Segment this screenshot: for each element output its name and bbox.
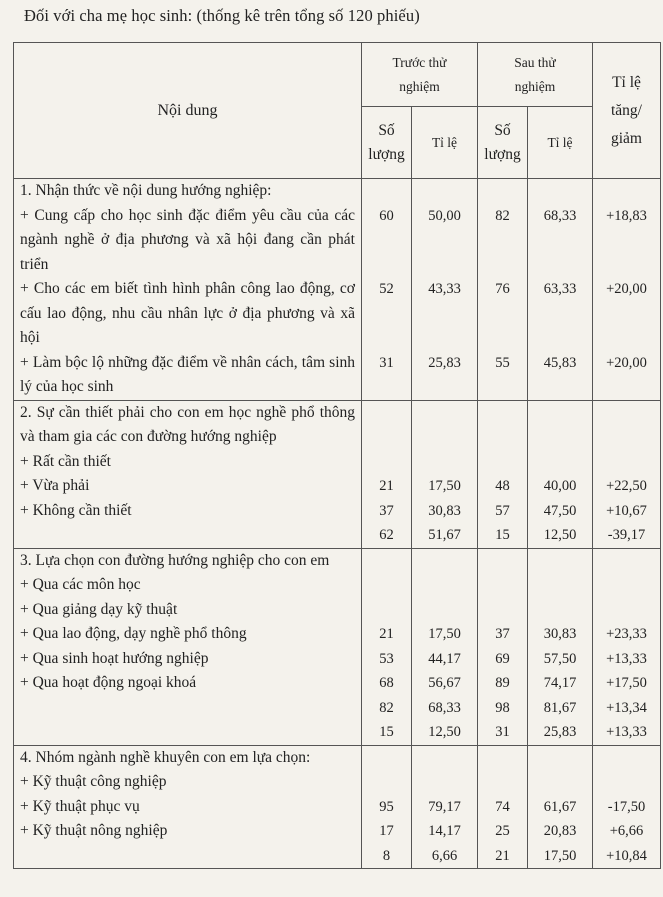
section-title: 4. Nhóm ngành nghề khuyên con em lựa chọn: <box>20 748 311 766</box>
header-content: Nội dung <box>14 43 362 179</box>
cell-value: 89 <box>495 675 510 691</box>
cell-value: -39,17 <box>607 527 646 543</box>
cell-value: +22,50 <box>606 478 647 494</box>
row-label: + Qua sinh hoạt hướng nghiệp <box>20 649 209 667</box>
row-label: + Vừa phải <box>20 477 90 494</box>
row-label: + Kỹ thuật phục vụ <box>20 797 140 815</box>
header-after-rate: Tỉ lệ <box>528 107 593 179</box>
cell-value: 25,83 <box>428 354 461 371</box>
cell-value: 30,83 <box>543 626 577 642</box>
cell-value: +20,00 <box>606 281 647 297</box>
section-title: 2. Sự cần thiết phải cho con em học nghề phổ thông và tham gia các con đường hướng nghiệp <box>20 403 355 445</box>
cell-value: 20,83 <box>543 823 577 839</box>
cell-value: 25,83 <box>543 724 577 740</box>
col-ac <box>478 548 528 745</box>
cell-value: 12,50 <box>428 724 461 740</box>
cell-value: 45,83 <box>543 354 577 371</box>
cell-value: 31 <box>379 354 394 371</box>
col-ac <box>478 745 528 869</box>
cell-value: +6,66 <box>609 823 644 839</box>
col-chg <box>593 179 661 401</box>
cell-value: 17 <box>379 823 394 839</box>
cell-value: +13,33 <box>606 650 647 667</box>
col-chg <box>593 548 661 745</box>
cell-value: +18,83 <box>606 207 647 224</box>
col-bc <box>362 548 412 745</box>
col-ar <box>528 745 593 869</box>
cell-value: 82 <box>495 207 510 224</box>
cell-value: 98 <box>495 699 510 716</box>
cell-value: 17,50 <box>428 478 461 494</box>
survey-table <box>13 42 661 869</box>
header-after-count: Số lượng <box>478 107 528 179</box>
cell-value: +13,33 <box>606 724 647 740</box>
cell-value: 76 <box>495 281 510 297</box>
cell-value: 95 <box>379 798 394 815</box>
cell-value: 60 <box>379 207 394 224</box>
col-br <box>412 548 478 745</box>
cell-value: 15 <box>379 724 394 740</box>
cell-value: 62 <box>379 527 394 543</box>
col-ar <box>528 548 593 745</box>
cell-value: -17,50 <box>607 798 646 815</box>
cell-value: 37 <box>495 626 510 642</box>
col-ar <box>528 179 593 401</box>
col-ac <box>478 400 528 548</box>
cell-value: 44,17 <box>428 650 461 667</box>
cell-value: +17,50 <box>606 675 647 691</box>
cell-value: 37 <box>379 502 394 519</box>
cell-value: +23,33 <box>606 626 647 642</box>
header-before: Trước thử nghiệm <box>362 43 478 107</box>
cell-value: 52 <box>379 281 394 297</box>
cell-value: 31 <box>495 724 510 740</box>
cell-value: 57 <box>495 502 510 519</box>
header-change: Tỉ lệ tăng/ giảm <box>593 43 661 179</box>
cell-value: 74 <box>495 798 510 815</box>
row-label: + Làm bộc lộ những đặc điểm về nhân cách, tâm sinh lý của học sinh <box>20 353 355 395</box>
cell-value: 8 <box>382 847 391 864</box>
cell-value: 43,33 <box>428 281 461 297</box>
col-br <box>412 179 478 401</box>
cell-value: 68,33 <box>543 207 577 224</box>
row-label: + Kỹ thuật nông nghiệp <box>20 822 168 839</box>
cell-value: 63,33 <box>543 281 577 297</box>
row-label: + Rất cần thiết <box>20 452 111 470</box>
row-label: + Qua hoạt động ngoại khoá <box>20 674 197 691</box>
row-label: + Không cần thiết <box>20 501 132 519</box>
row-label: + Qua giảng dạy kỹ thuật <box>20 600 178 618</box>
col-chg <box>593 400 661 548</box>
cell-value: 25 <box>495 823 510 839</box>
col-chg <box>593 745 661 869</box>
table-caption: Đối với cha mẹ học sinh: (thống kê trên tổng số 120 phiếu) <box>24 6 420 25</box>
cell-value: 14,17 <box>428 823 461 839</box>
header-after: Sau thử nghiệm <box>478 43 593 107</box>
cell-value: 17,50 <box>428 626 461 642</box>
cell-value: 40,00 <box>543 478 577 494</box>
row-label: + Cung cấp cho học sinh đặc điểm yêu cầu của các ngành nghề ở địa phương và xã hội đang cần phát triển <box>20 206 355 273</box>
cell-value: 30,83 <box>428 502 461 519</box>
col-bc <box>362 179 412 401</box>
cell-value: 81,67 <box>543 699 577 716</box>
cell-value: 15 <box>495 527 510 543</box>
cell-value: 47,50 <box>543 502 577 519</box>
cell-value: 51,67 <box>428 527 461 543</box>
cell-value: 21 <box>495 847 510 864</box>
section-row <box>14 179 661 401</box>
header-before-count: Số lượng <box>362 107 412 179</box>
cell-value: +20,00 <box>606 354 647 371</box>
section-content <box>14 179 362 401</box>
cell-value: 48 <box>495 478 510 494</box>
row-label: + Qua các môn học <box>20 576 141 593</box>
row-label: + Qua lao động, dạy nghề phổ thông <box>20 625 247 642</box>
cell-value: 55 <box>495 354 510 371</box>
section-title: 1. Nhận thức về nội dung hướng nghiệp: <box>20 182 272 199</box>
cell-value: 79,17 <box>428 798 461 815</box>
col-bc <box>362 400 412 548</box>
row-label: + Cho các em biết tình hình phân công lao động, cơ cấu lao động, nhu cầu nhân lực ở địa phương và xã hội <box>20 280 355 346</box>
row-label: + Kỹ thuật công nghiệp <box>20 773 167 790</box>
cell-value: 21 <box>379 626 394 642</box>
col-br <box>412 400 478 548</box>
cell-value: 53 <box>379 650 394 667</box>
cell-value: +10,67 <box>606 502 647 519</box>
cell-value: 69 <box>495 650 510 667</box>
section-row <box>14 745 661 869</box>
cell-value: 82 <box>379 699 394 716</box>
cell-value: +10,84 <box>606 847 647 864</box>
header-before-rate: Tỉ lệ <box>412 107 478 179</box>
cell-value: 61,67 <box>543 798 577 815</box>
cell-value: 57,50 <box>543 650 577 667</box>
col-bc <box>362 745 412 869</box>
section-row <box>14 400 661 548</box>
col-br <box>412 745 478 869</box>
col-ac <box>478 179 528 401</box>
cell-value: 56,67 <box>428 675 461 691</box>
col-ar <box>528 400 593 548</box>
section-content <box>14 745 362 869</box>
cell-value: 12,50 <box>543 527 577 543</box>
section-title: 3. Lựa chọn con đường hướng nghiệp cho con em <box>20 551 330 569</box>
cell-value: 68,33 <box>428 699 461 716</box>
cell-value: 68 <box>379 675 394 691</box>
cell-value: 6,66 <box>431 847 458 864</box>
cell-value: 74,17 <box>543 675 577 691</box>
section-content <box>14 548 362 745</box>
cell-value: 50,00 <box>428 207 461 224</box>
table-body <box>14 179 661 869</box>
cell-value: 17,50 <box>543 847 577 864</box>
cell-value: +13,34 <box>606 699 647 716</box>
section-row <box>14 548 661 745</box>
section-content <box>14 400 362 548</box>
cell-value: 21 <box>379 478 394 494</box>
